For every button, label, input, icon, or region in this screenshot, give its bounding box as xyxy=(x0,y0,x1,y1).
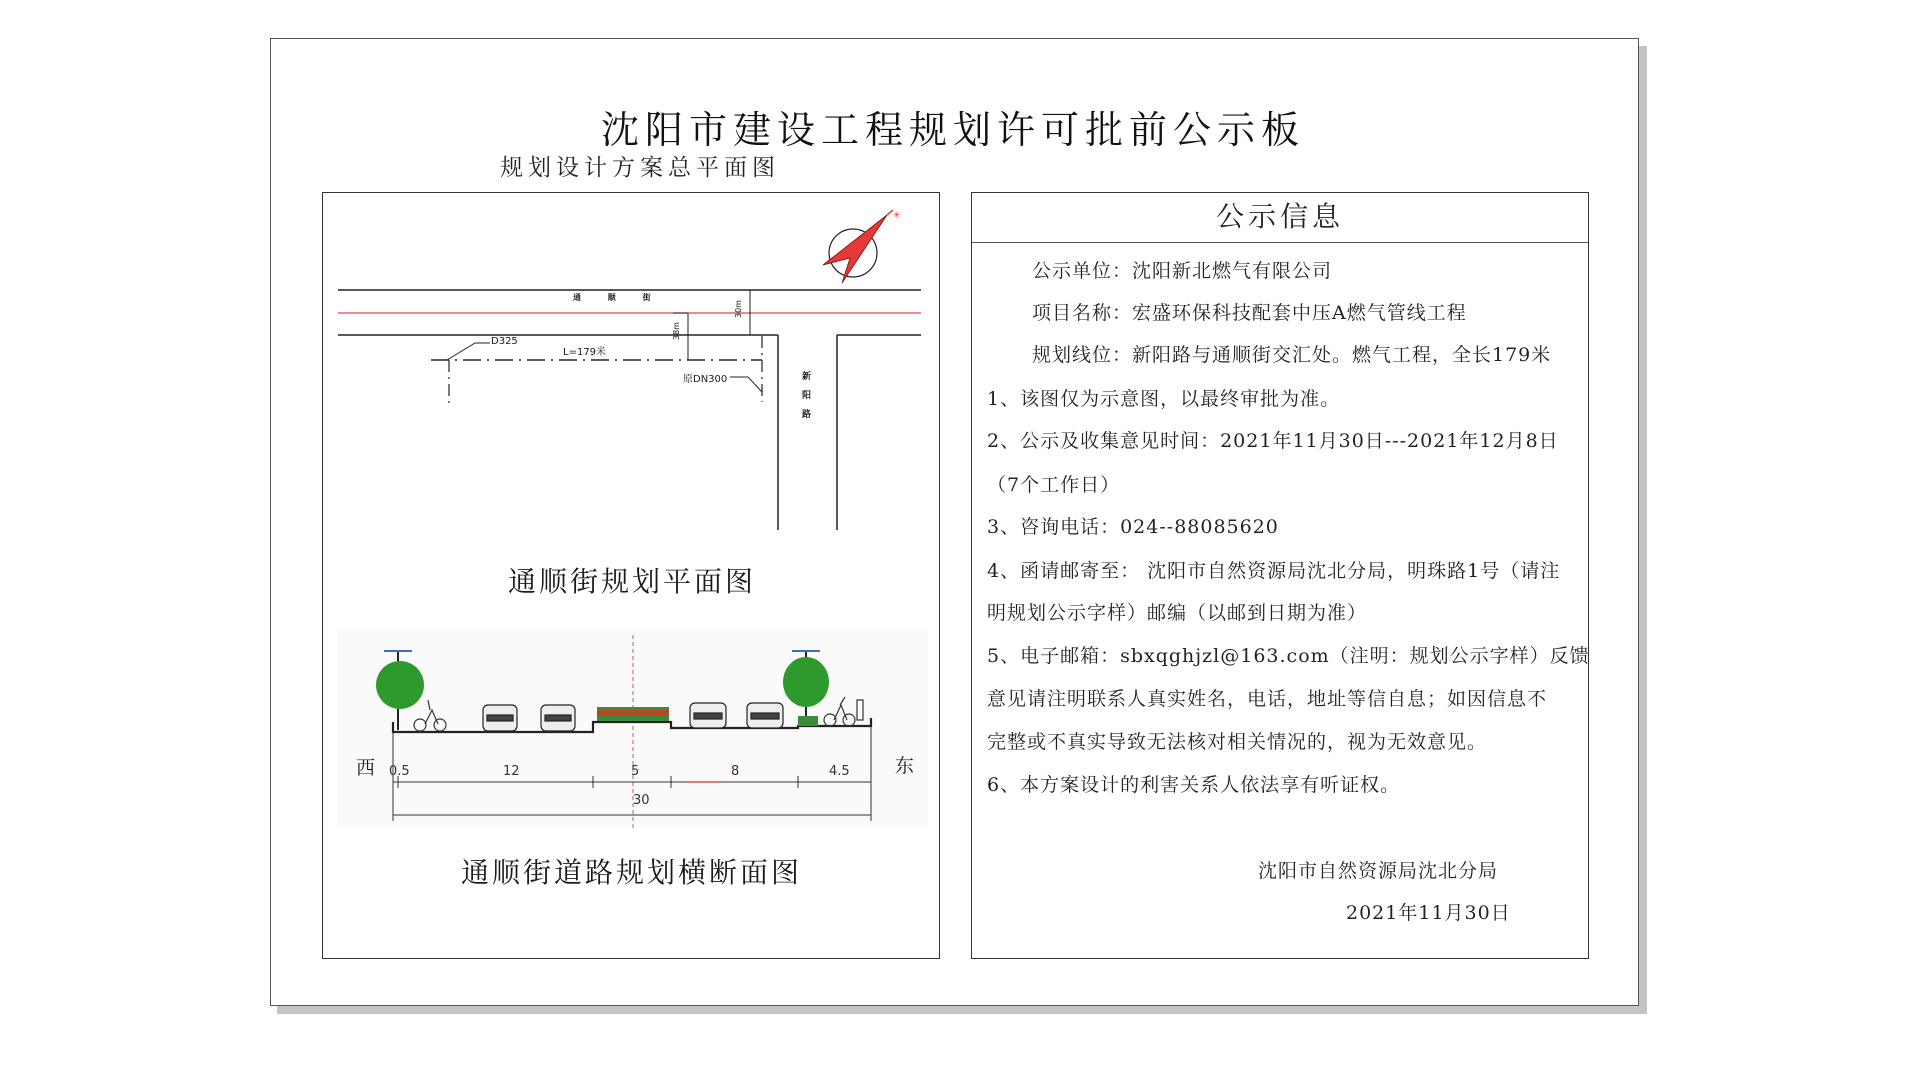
west-label: 西 xyxy=(356,757,376,779)
info-line: 2、公示及收集意见时间：2021年11月30日---2021年12月8日 xyxy=(987,430,1559,452)
length-label: L=179米 xyxy=(563,347,607,358)
dim-label: 5 xyxy=(631,764,640,779)
info-line: 1、该图仅为示意图，以最终审批为准。 xyxy=(987,388,1341,410)
info-line: 项目名称：宏盛环保科技配套中压A燃气管线工程 xyxy=(1032,302,1467,324)
plan-caption: 通顺街规划平面图 xyxy=(508,565,757,598)
info-line: 公示单位：沈阳新北燃气有限公司 xyxy=(1032,260,1333,282)
info-line: 3、咨询电话：024--88085620 xyxy=(987,516,1279,538)
info-line: 完整或不真实导致无法核对相关情况的，视为无效意见。 xyxy=(987,731,1488,753)
dim-label: 0.5 xyxy=(389,764,410,779)
info-line: 意见请注明联系人真实姓名，电话，地址等信自息；如因信息不 xyxy=(987,688,1548,710)
plan-section-title: 规划设计方案总平面图 xyxy=(500,155,780,181)
svg-text:✳: ✳ xyxy=(893,211,901,221)
total-width-label: 30 xyxy=(633,793,650,808)
issue-date: 2021年11月30日 xyxy=(1346,902,1511,924)
board-title: 沈阳市建设工程规划许可批前公示板 xyxy=(600,108,1305,152)
road-label-tongshun: 通 顺 街 xyxy=(573,293,663,302)
info-header: 公示信息 xyxy=(972,193,1588,243)
road-label-xinyang: 新 阳 路 xyxy=(802,372,812,420)
dim-label: 12 xyxy=(503,764,520,779)
info-line: 明规划公示字样）邮编（以邮到日期为准） xyxy=(987,602,1368,624)
issuer-signature: 沈阳市自然资源局沈北分局 xyxy=(1258,860,1499,882)
dim-38m-label: 38m xyxy=(672,322,681,340)
east-label: 东 xyxy=(895,755,915,777)
dim-30m-label: 30m xyxy=(734,300,743,318)
info-line: 规划线位：新阳路与通顺街交汇处。燃气工程，全长179米 xyxy=(1032,344,1552,366)
dim-label: 8 xyxy=(731,764,740,779)
dim-label: 4.5 xyxy=(829,764,850,779)
section-caption: 通顺街道路规划横断面图 xyxy=(461,856,803,889)
existing-pipe-label: 原DN300 xyxy=(683,374,728,385)
info-line: （7个工作日） xyxy=(987,474,1121,496)
info-line: 6、本方案设计的利害关系人依法享有听证权。 xyxy=(987,774,1401,796)
pipe-label: D325 xyxy=(491,336,518,347)
info-line: 5、电子邮箱：sbxqghjzl@163.com（注明：规划公示字样）反馈 xyxy=(987,645,1590,667)
info-line: 4、函请邮寄至： 沈阳市自然资源局沈北分局，明珠路1号（请注 xyxy=(987,560,1561,582)
median-planting-icon xyxy=(597,707,669,721)
